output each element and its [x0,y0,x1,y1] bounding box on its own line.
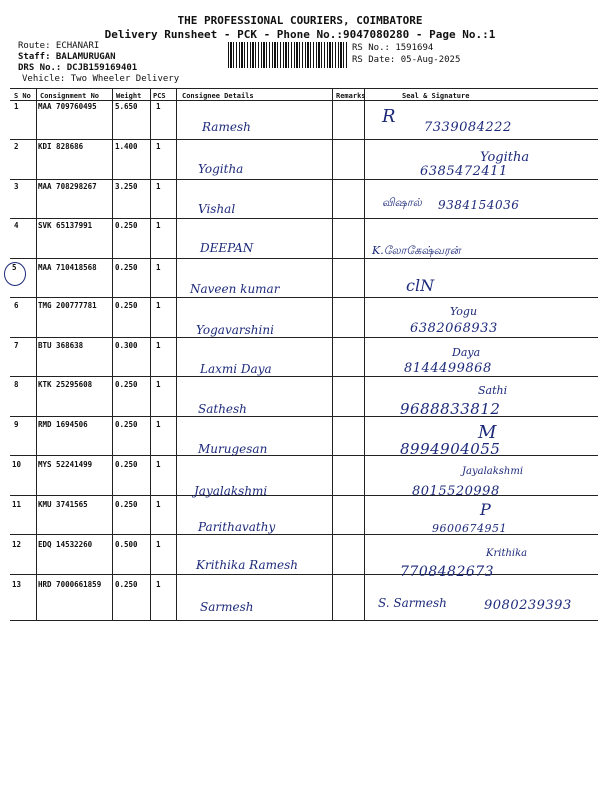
row-weight: 0.250 [115,301,138,310]
col-header-remarks: Remarks [336,92,366,100]
row-pcs: 1 [156,182,161,191]
row-consignee: Parithavathy [198,520,276,534]
grid-row-line [10,297,598,298]
runsheet-title: THE PROFESSIONAL COURIERS, COIMBATORE [177,14,423,27]
row-phone: 6385472411 [420,164,508,179]
row-weight: 0.250 [115,263,138,272]
row-weight: 5.650 [115,102,138,111]
row-consignee: Krithika Ramesh [196,558,298,572]
row-sno: 7 [14,341,19,350]
row-phone: 9080239393 [484,598,572,613]
row-pcs: 1 [156,102,161,111]
row-sno: 4 [14,221,19,230]
row-consignee: DEEPAN [200,241,254,255]
row-phone: 7339084222 [424,120,512,135]
row-consignee: Yogitha [198,162,244,176]
row-consignee: Vishal [198,202,236,216]
vehicle-label: Vehicle: Two Wheeler Delivery [22,74,180,84]
grid-col-line [112,88,113,620]
row-phone: 8015520998 [412,484,500,499]
grid-col-line [150,88,151,620]
row-consignment-no: MYS 52241499 [38,460,93,469]
col-header-consignee: Consignee Details [182,92,254,100]
col-header-weight: Weight [116,92,142,100]
grid-row-line [10,416,598,417]
row-pcs: 1 [156,301,161,310]
row-signature: K.லோகேஷ்வரன் [372,244,461,257]
staff-label: Staff: BALAMURUGAN [18,52,116,62]
row-consignee: Murugesan [198,442,268,456]
row-consignee: Naveen kumar [190,282,280,296]
row-consignment-no: MAA 710418568 [38,263,97,272]
row-phone: 8144499868 [404,361,492,376]
row-consignee: Sarmesh [200,600,254,614]
row-signature: S. Sarmesh [378,596,447,610]
row-signature: Sathi [478,384,508,397]
row-signature: விஷால் [382,196,422,209]
row-pcs: 1 [156,341,161,350]
row-phone: 9384154036 [438,198,520,212]
row-signature: Yogu [450,305,478,318]
row-pcs: 1 [156,380,161,389]
row-pcs: 1 [156,500,161,509]
row-weight: 0.500 [115,540,138,549]
row-weight: 0.300 [115,341,138,350]
row-consignee: Jayalakshmi [194,484,268,498]
rs-date: RS Date: 05-Aug-2025 [352,55,461,65]
grid-row-line [10,376,598,377]
row-phone: 8994904055 [400,440,501,458]
row-phone: 7708482673 [400,564,495,580]
row-sno: 1 [14,102,19,111]
row-consignment-no: KTK 25295608 [38,380,93,389]
row-signature: Yogitha [480,150,530,165]
row-pcs: 1 [156,580,161,589]
row-consignment-no: RMD 1694506 [38,420,88,429]
row-consignment-no: BTU 368638 [38,341,84,350]
grid-row-line [10,218,598,219]
grid-row-line [10,337,598,338]
row-sno: 6 [14,301,19,310]
row-weight: 0.250 [115,221,138,230]
row-consignment-no: HRD 7000661859 [38,580,102,589]
row-signature: R [382,106,396,127]
row-consignment-no: EDQ 14532260 [38,540,93,549]
row-weight: 0.250 [115,580,138,589]
row-signature: M [478,422,497,443]
route-label: Route: ECHANARI [18,41,100,51]
row-weight: 0.250 [115,420,138,429]
row-pcs: 1 [156,263,161,272]
row-weight: 0.250 [115,500,138,509]
row-signature: clN [406,276,435,295]
row-consignment-no: SVK 65137991 [38,221,93,230]
row-consignment-no: TMG 200777781 [38,301,97,310]
row-pcs: 1 [156,221,161,230]
drs-number: DRS No.: DCJB159169401 [18,63,138,73]
row-weight: 1.400 [115,142,138,151]
row-sno: 9 [14,420,19,429]
row-sno: 10 [12,460,22,469]
row-signature: Daya [452,346,481,359]
row-phone: 9688833812 [400,400,501,418]
grid-bottom [10,620,598,621]
grid-col-line [176,88,177,620]
runsheet-subtitle: Delivery Runsheet - PCK - Phone No.:9047080280 - Page No.:1 [104,28,496,41]
grid-top [10,88,598,89]
row-sno: 11 [12,500,22,509]
row-consignee: Yogavarshini [196,323,274,337]
row-pcs: 1 [156,540,161,549]
row-sno: 8 [14,380,19,389]
col-header-pcs: PCS [153,92,166,100]
row-consignment-no: KMU 3741565 [38,500,88,509]
col-header-signature: Seal & Signature [402,92,470,100]
row-phone: 9600674951 [432,522,507,535]
row-sno: 3 [14,182,19,191]
row-pcs: 1 [156,142,161,151]
row-signature: P [480,500,491,519]
row-signature: Krithika [486,548,528,559]
row-consignee: Laxmi Daya [200,362,272,376]
grid-col-line [332,88,333,620]
row-weight: 0.250 [115,380,138,389]
grid-row-line [10,179,598,180]
row-sno: 5 [12,263,17,272]
grid-row-line [10,534,598,535]
grid-row-line [10,258,598,259]
row-pcs: 1 [156,460,161,469]
grid-col-line [36,88,37,620]
row-pcs: 1 [156,420,161,429]
row-consignee: Sathesh [198,402,247,416]
grid-row-line [10,139,598,140]
grid-row-line [10,455,598,456]
row-consignment-no: MAA 709760495 [38,102,97,111]
grid-header-bottom [10,100,598,101]
row-sno: 2 [14,142,19,151]
row-consignment-no: MAA 708298267 [38,182,97,191]
row-consignment-no: KDI 828686 [38,142,84,151]
row-phone: 6382068933 [410,321,498,336]
grid-row-line [10,495,598,496]
row-signature: Jayalakshmi [462,466,524,477]
col-header-consignment: Consignment No [40,92,100,100]
grid-row-line [10,574,598,575]
row-weight: 0.250 [115,460,138,469]
row-consignee: Ramesh [202,120,251,134]
row-sno: 13 [12,580,22,589]
col-header-sno: S No [14,92,31,100]
row-weight: 3.250 [115,182,138,191]
barcode [228,42,348,68]
row-sno: 12 [12,540,22,549]
grid-col-line [364,88,365,620]
rs-number: RS No.: 1591694 [352,43,434,53]
